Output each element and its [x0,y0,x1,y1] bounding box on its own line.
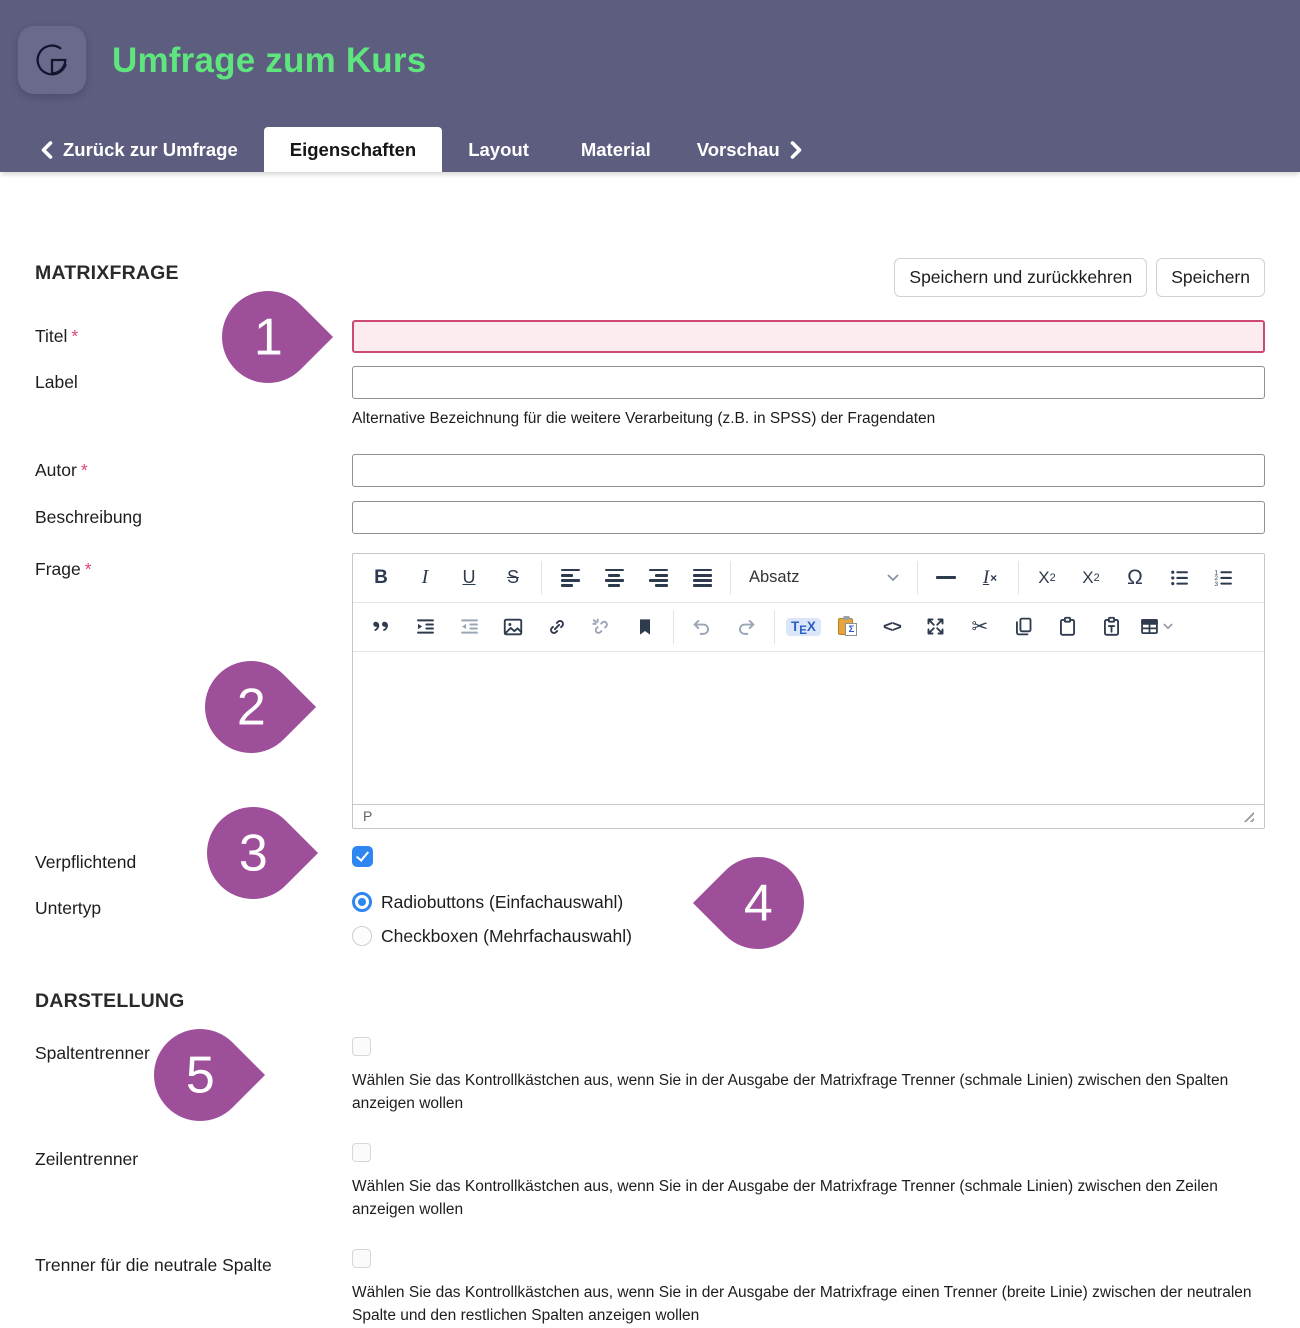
bookmark-icon[interactable] [628,610,662,644]
beschreibung-input[interactable] [352,501,1265,534]
chevron-left-icon [40,141,53,159]
link-icon[interactable] [540,610,574,644]
tab-label: Layout [468,138,529,160]
blockquote-icon[interactable] [364,610,398,644]
radio-selected-icon[interactable] [352,892,372,912]
g-circle-logo-icon [29,37,75,83]
toolbar-separator [730,561,731,595]
zeilentrenner-label: Zeilentrenner [35,1148,139,1169]
svg-text:2: 2 [1213,575,1218,583]
section-heading-darstellung: DARSTELLUNG [35,989,185,1012]
main-nav [0,127,1300,172]
spaltentrenner-checkbox[interactable] [352,1037,371,1056]
zeilentrenner-checkbox[interactable] [352,1143,371,1162]
beschreibung-label: Beschreibung [35,506,143,527]
editor-content-area[interactable] [353,652,1264,804]
tex-icon[interactable]: TEX [786,610,821,644]
paste-icon[interactable] [1051,610,1085,644]
required-mark: * [84,558,92,579]
remove-format-icon[interactable]: I × [973,561,1007,595]
special-character-icon[interactable]: Ω [1118,561,1152,595]
preview-link[interactable] [677,127,823,172]
redo-icon[interactable] [729,610,763,644]
cut-icon[interactable]: ✂ [963,610,997,644]
editor-resize-handle[interactable] [1243,811,1254,822]
toolbar-separator [917,561,918,595]
neutrale-spalte-trenner-help-text: Wählen Sie das Kontrollkästchen aus, wenn Sie in der Ausgabe der Matrixfrage einen Trenner (breite Linie) zwischen der neutralen Spalte und den restlichen Spalten anzeigen wollen [352,1283,1252,1324]
align-left-icon[interactable] [553,561,587,595]
untertyp-option-radiobuttons[interactable] [352,892,1265,913]
autor-label: Autor * [35,459,88,480]
radio-unselected-icon[interactable] [352,926,372,946]
label-input[interactable] [352,366,1265,399]
verpflichtend-checkbox[interactable] [352,846,373,867]
tab-eigenschaften[interactable] [264,127,442,172]
required-mark: * [71,326,79,346]
paragraph-format-dropdown[interactable] [739,561,909,595]
unlink-icon[interactable] [584,610,618,644]
option-label: Checkboxen (Mehrfachauswahl) [381,925,632,946]
annotation-marker-5: 5 [135,1010,265,1140]
toolbar-separator [541,561,542,595]
paste-as-text-icon[interactable] [1095,610,1129,644]
autor-input[interactable] [352,454,1265,487]
editor-toolbar-row1 [353,554,1264,603]
subscript-icon[interactable]: X 2 [1030,561,1064,595]
toolbar-separator [774,610,775,644]
app-header [0,0,1300,127]
section-heading-matrixfrage: MATRIXFRAGE [35,262,179,284]
annotation-marker-3: 3 [188,788,318,918]
svg-text:1: 1 [1213,569,1218,577]
strikethrough-icon[interactable]: S [496,561,530,595]
superscript-icon[interactable]: X 2 [1074,561,1108,595]
editor-toolbar-row2 [353,603,1264,652]
paragraph-format-value: Absatz [749,568,800,587]
spaltentrenner-help-text: Wählen Sie das Kontrollkästchen aus, wenn Sie in der Ausgabe der Matrixfrage Trenner (schmale Linien) zwischen den Spalten anzeigen wollen [352,1071,1229,1112]
indent-icon[interactable] [408,610,442,644]
save-and-return-button[interactable]: Speichern und zurückkehren [894,258,1147,297]
save-button[interactable]: Speichern [1156,258,1265,297]
chevron-down-icon [1163,623,1173,630]
verpflichtend-label: Verpflichtend [35,851,137,872]
frage-label: Frage * [35,558,92,579]
bold-icon[interactable]: B [364,561,398,595]
titel-label: Titel * [35,326,79,346]
editor-status-bar [353,804,1264,828]
bulleted-list-icon[interactable] [1162,561,1196,595]
preview-link-label: Vorschau [696,138,780,160]
neutrale-spalte-trenner-label: Trenner für die neutrale Spalte [35,1254,272,1275]
tab-label: Eigenschaften [289,138,417,160]
outdent-icon[interactable] [452,610,486,644]
label-help-text: Alternative Bezeichnung für die weitere Verarbeitung (z.B. in SPSS) der Fragendaten [352,410,936,427]
source-code-icon[interactable]: <> [875,610,909,644]
annotation-marker-1: 1 [203,272,333,402]
numbered-list-icon[interactable] [1206,561,1240,595]
underline-icon[interactable]: U [452,561,486,595]
toolbar-separator [673,610,674,644]
label-label: Label [35,372,78,392]
tab-label: Material [580,138,651,160]
neutrale-spalte-trenner-checkbox[interactable] [352,1249,371,1268]
editor-element-path: P [363,808,373,825]
copy-icon[interactable] [1007,610,1041,644]
paste-from-word-icon[interactable]: Σ [831,610,865,644]
app-logo[interactable] [18,26,86,94]
rich-text-editor [352,553,1265,829]
spaltentrenner-label: Spaltentrenner [35,1042,150,1063]
tab-material[interactable] [555,127,677,172]
chevron-down-icon [887,574,899,582]
back-link-label: Zurück zur Umfrage [63,138,238,160]
content [0,258,1300,1328]
maximize-icon[interactable] [919,610,953,644]
horizontal-rule-icon[interactable] [929,561,963,595]
align-right-icon[interactable] [641,561,675,595]
tab-layout[interactable] [442,127,555,172]
page-title: Umfrage zum Kurs [112,40,427,80]
untertyp-label: Untertyp [35,897,102,918]
annotation-marker-2: 2 [186,642,316,772]
titel-input[interactable] [352,320,1265,353]
zeilentrenner-help-text: Wählen Sie das Kontrollkästchen aus, wenn Sie in der Ausgabe der Matrixfrage Trenner (schmale Linien) zwischen den Zeilen anzeigen wollen [352,1177,1218,1218]
option-label: Radiobuttons (Einfachauswahl) [381,891,624,912]
italic-icon[interactable]: I [408,561,442,595]
svg-text:3: 3 [1213,581,1218,589]
chevron-right-icon [790,141,803,159]
annotation-marker-4: 4 [693,838,823,968]
justify-icon[interactable] [685,561,719,595]
align-center-icon[interactable] [597,561,631,595]
image-icon[interactable] [496,610,530,644]
required-mark: * [80,459,88,480]
table-icon[interactable] [1139,610,1173,644]
undo-icon[interactable] [685,610,719,644]
toolbar-separator [1018,561,1019,595]
untertyp-option-checkboxen[interactable] [352,926,1265,947]
back-to-survey-link[interactable] [40,127,238,172]
